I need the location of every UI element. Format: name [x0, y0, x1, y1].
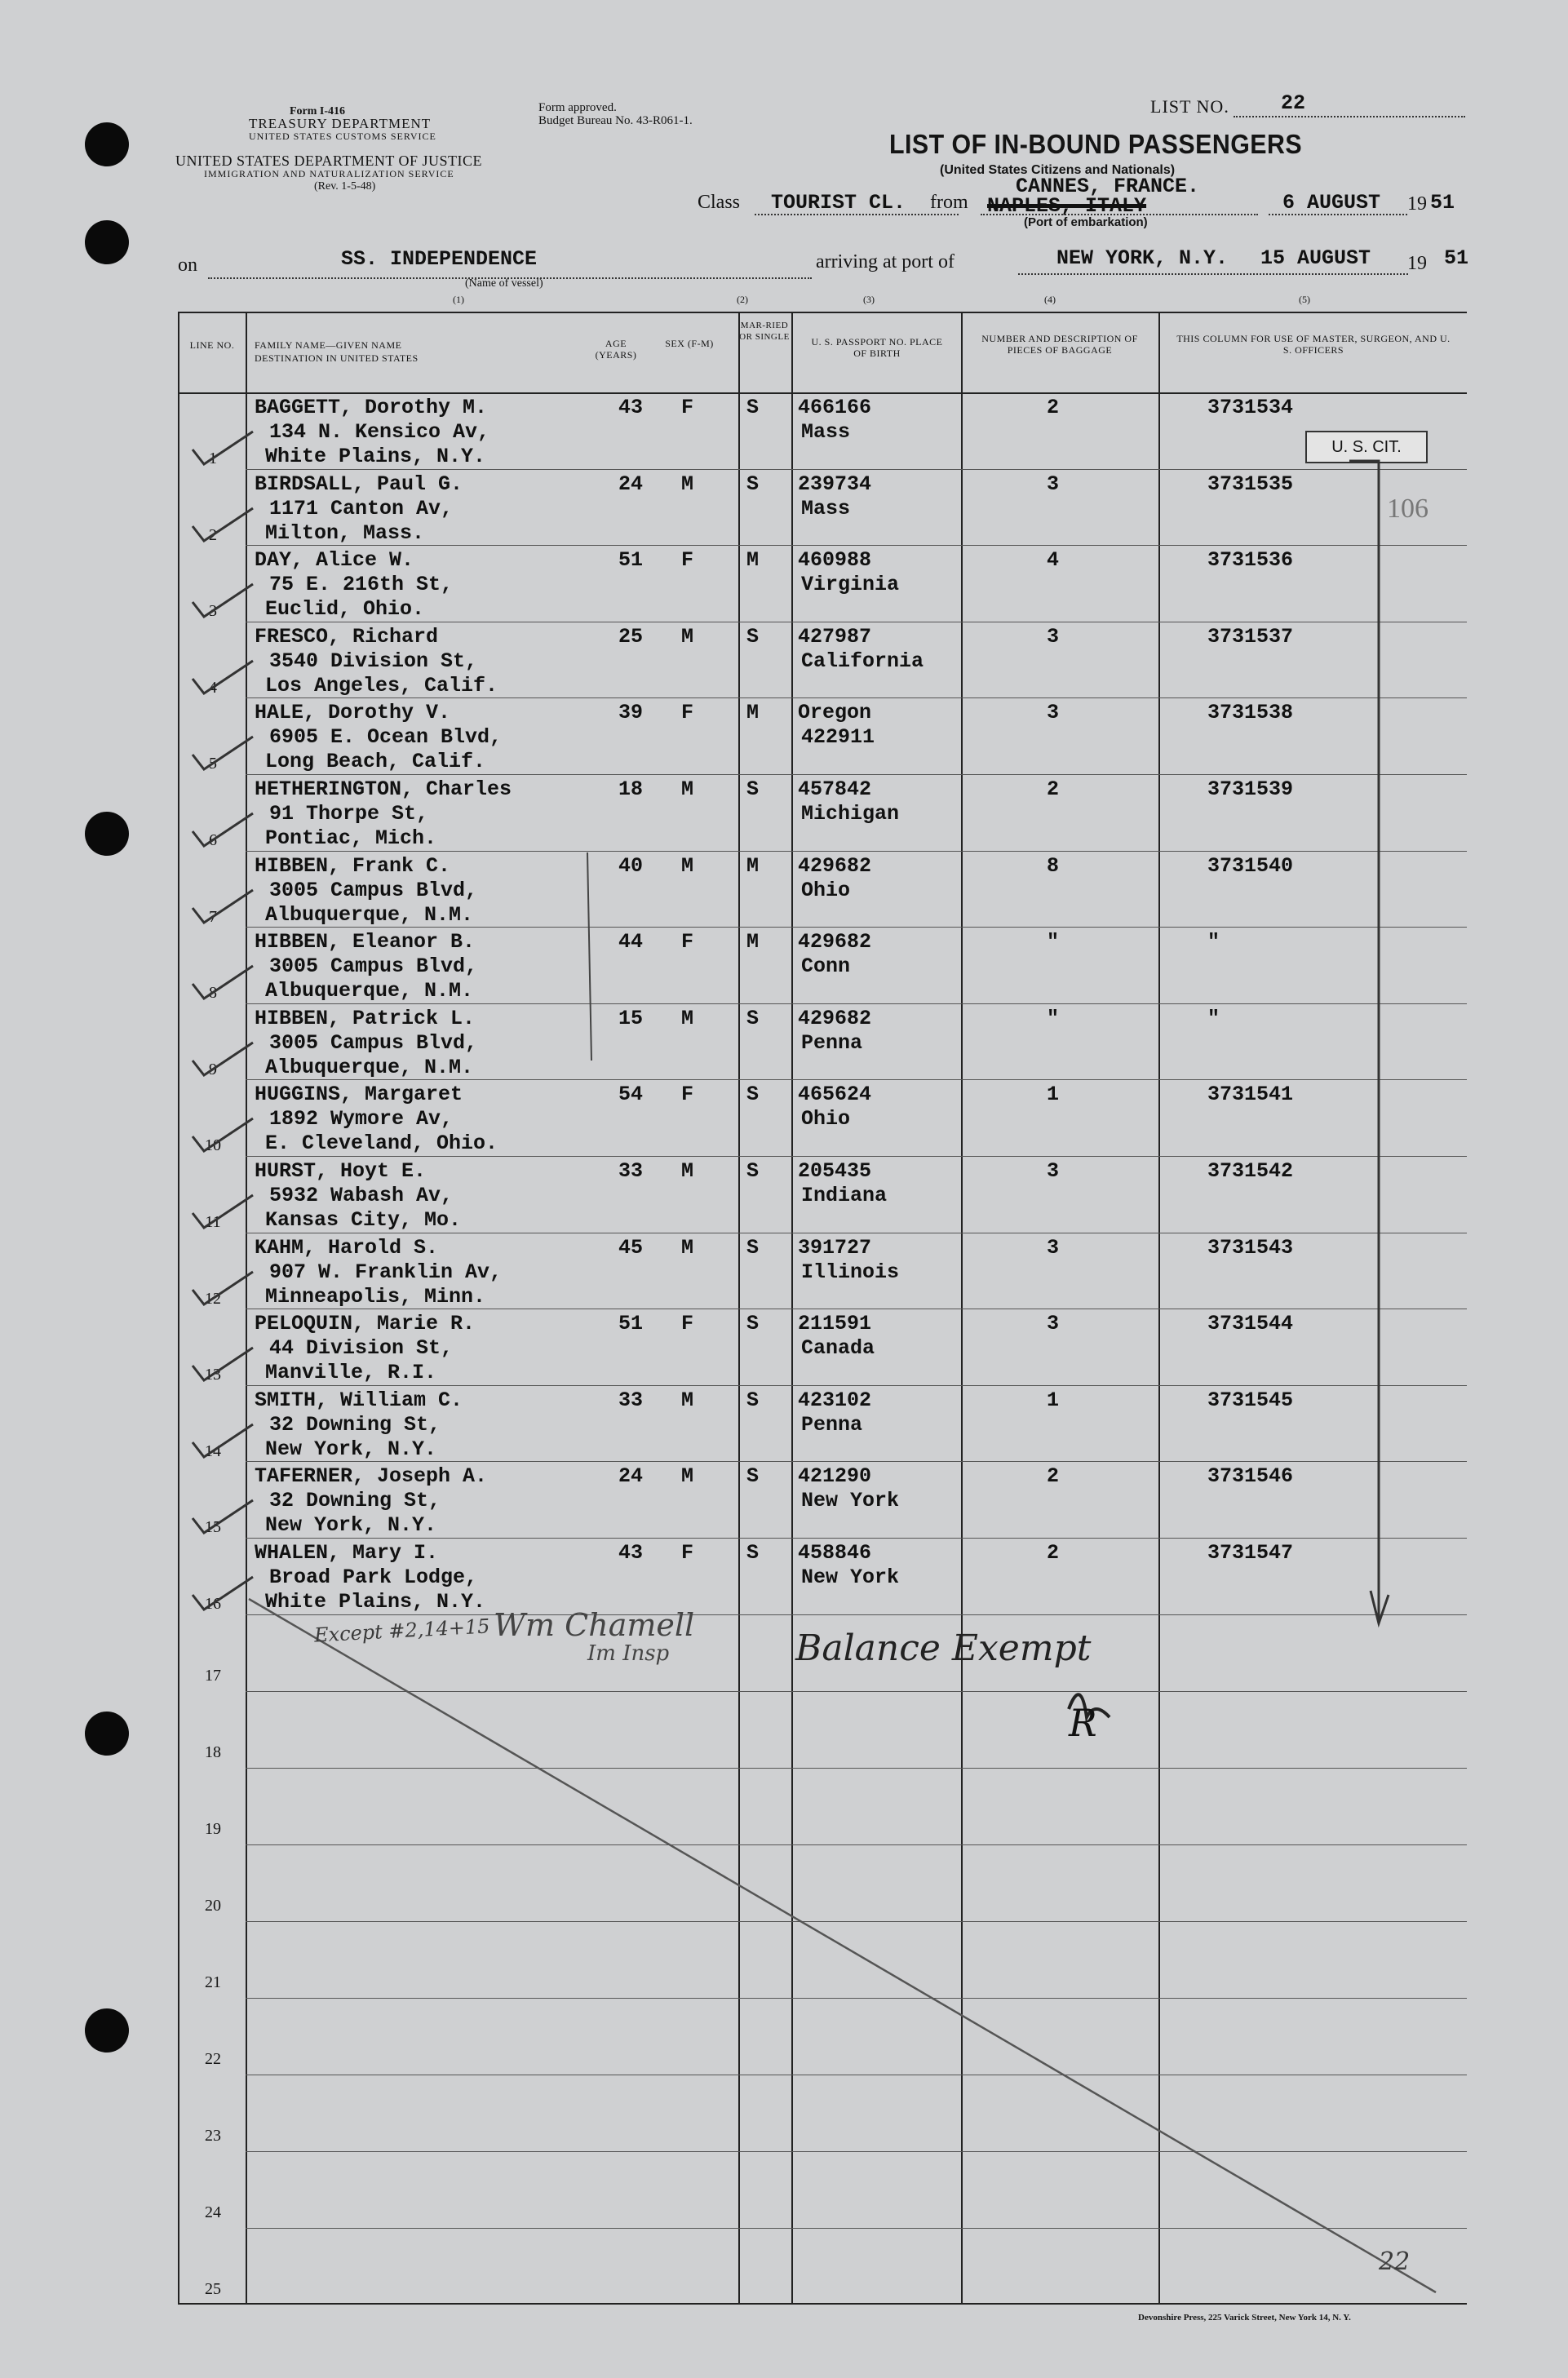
hdr-officer: THIS COLUMN FOR USE OF MASTER, SURGEON, AND U. S. OFFICERS [1176, 333, 1451, 356]
passport-number: 239734 [798, 472, 872, 496]
passenger-address: 32 Downing St, [269, 1489, 441, 1513]
passenger-city: Albuquerque, N.M. [265, 902, 474, 927]
place-of-birth: Canada [801, 1336, 875, 1361]
list-no-label: LIST NO. [1150, 96, 1229, 117]
empty-line-number: 22 [205, 2049, 221, 2068]
passenger-age: 45 [618, 1235, 644, 1260]
place-of-birth: Michigan [801, 802, 900, 826]
passenger-name: DAY, Alice W. [255, 548, 414, 573]
passport-number: 460988 [798, 548, 872, 573]
class-label: Class [698, 192, 741, 213]
empty-line-number: 23 [205, 2126, 221, 2145]
passport-number: 457842 [798, 777, 872, 801]
passenger-marital: S [746, 1083, 760, 1107]
passenger-city: Albuquerque, N.M. [265, 979, 474, 1003]
officer-number: 3731546 [1207, 1464, 1294, 1489]
passenger-name: BAGGETT, Dorothy M. [255, 396, 488, 419]
passenger-age: 24 [618, 1464, 644, 1489]
row-line-number: 2 [209, 525, 217, 544]
place-of-birth: Penna [801, 1030, 863, 1055]
passenger-city: Los Angeles, Calif. [265, 673, 498, 697]
officer-number: 3731543 [1207, 1235, 1294, 1260]
passenger-name: KAHM, Harold S. [255, 1235, 439, 1260]
row-line-number: 9 [209, 1060, 217, 1078]
officer-number: 3731544 [1207, 1312, 1294, 1336]
passenger-city: Pontiac, Mich. [265, 826, 437, 850]
hdr-baggage: NUMBER AND DESCRIPTION OF PIECES OF BAGGAGE [981, 333, 1138, 356]
passenger-address: 75 E. 216th St, [269, 573, 454, 597]
passenger-name: HALE, Dorothy V. [255, 701, 451, 725]
row-line-number: 5 [209, 755, 217, 773]
passenger-marital: S [746, 1006, 760, 1030]
row-line-number: 3 [209, 602, 217, 621]
row-bracket [587, 852, 591, 1061]
baggage-count: 2 [1047, 777, 1060, 801]
passenger-address: 5932 Wabash Av, [269, 1184, 454, 1207]
passenger-age: 51 [618, 1312, 644, 1336]
us-citizen-stamp: U. S. CIT. [1305, 431, 1428, 463]
row-line-number: 4 [209, 678, 217, 697]
passenger-marital: M [746, 853, 760, 878]
passenger-age: 43 [618, 396, 644, 419]
baggage-count: 2 [1047, 1541, 1060, 1565]
hand-inspector-title: Im Insp [587, 1641, 670, 1666]
passenger-name: FRESCO, Richard [255, 624, 439, 649]
passenger-age: 18 [618, 777, 644, 801]
passenger-city: White Plains, N.Y. [265, 445, 486, 468]
passenger-name: BIRDSALL, Paul G. [255, 472, 463, 496]
baggage-count: " [1047, 930, 1060, 954]
passenger-age: 24 [618, 472, 644, 496]
passenger-marital: S [746, 472, 760, 496]
budget-bureau: Budget Bureau No. 43-R061-1. [538, 114, 693, 127]
baggage-count: 3 [1047, 472, 1060, 496]
passenger-city: Long Beach, Calif. [265, 750, 486, 774]
passport-number: Oregon [798, 701, 872, 725]
hand-inspector-name: Wm Chamell [494, 1607, 695, 1643]
passenger-sex: M [681, 472, 694, 496]
passenger-age: 15 [618, 1006, 644, 1030]
hdr-name: FAMILY NAME—GIVEN NAME [255, 339, 402, 351]
passenger-age: 51 [618, 548, 644, 573]
passport-number: 429682 [798, 1006, 872, 1030]
arrival-date: 15 AUGUST [1260, 246, 1371, 270]
passenger-name: WHALEN, Mary I. [255, 1541, 439, 1565]
passenger-marital: M [746, 701, 760, 725]
form-revision: (Rev. 1-5-48) [314, 180, 376, 193]
passenger-address: 3540 Division St, [269, 649, 478, 673]
passport-number: 427987 [798, 624, 872, 649]
justice-dept: UNITED STATES DEPARTMENT OF JUSTICE [175, 153, 483, 169]
place-of-birth: Indiana [801, 1184, 888, 1207]
passenger-marital: M [746, 548, 760, 573]
baggage-count: 3 [1047, 1159, 1060, 1183]
passenger-sex: M [681, 1464, 694, 1489]
passport-number: 465624 [798, 1083, 872, 1107]
row-line-number: 7 [209, 907, 217, 926]
empty-line-number: 17 [205, 1666, 221, 1685]
baggage-count: 3 [1047, 1312, 1060, 1336]
printer-line: Devonshire Press, 225 Varick Street, New York 14, N. Y. [1138, 2313, 1351, 2323]
passenger-city: E. Cleveland, Ohio. [265, 1131, 498, 1156]
hand-page-number: 22 [1379, 2247, 1411, 2276]
embark-year: 51 [1430, 191, 1455, 215]
row-line-number: 15 [205, 1518, 221, 1537]
passenger-sex: F [681, 1083, 694, 1107]
passenger-sex: F [681, 930, 694, 954]
passenger-city: Minneapolis, Minn. [265, 1284, 486, 1309]
passenger-address: 907 W. Franklin Av, [269, 1260, 503, 1284]
passenger-sex: M [681, 1159, 694, 1183]
officer-number: " [1207, 1006, 1220, 1030]
passenger-sex: F [681, 1312, 694, 1336]
place-of-birth: Illinois [801, 1260, 900, 1284]
passenger-name: HURST, Hoyt E. [255, 1159, 427, 1183]
baggage-count: 3 [1047, 701, 1060, 725]
col-num-4: (4) [1044, 294, 1056, 305]
passenger-sex: M [681, 624, 694, 649]
place-of-birth: New York [801, 1565, 900, 1589]
row-line-number: 1 [209, 449, 217, 467]
passenger-marital: S [746, 396, 760, 419]
officer-number: 3731542 [1207, 1159, 1294, 1183]
baggage-count: 4 [1047, 548, 1060, 573]
passenger-address: 3005 Campus Blvd, [269, 1030, 478, 1055]
passenger-sex: F [681, 1541, 694, 1565]
passport-number: 421290 [798, 1464, 872, 1489]
passenger-address: 6905 E. Ocean Blvd, [269, 725, 503, 750]
officer-number: 3731538 [1207, 701, 1294, 725]
passenger-marital: S [746, 624, 760, 649]
arrival-year-prefix: 19 [1407, 253, 1427, 274]
officer-number: 3731534 [1207, 396, 1294, 419]
passport-number: 391727 [798, 1235, 872, 1260]
passenger-marital: S [746, 1312, 760, 1336]
passenger-sex: M [681, 777, 694, 801]
officer-number: 3731545 [1207, 1388, 1294, 1412]
embark-port-value: CANNES, FRANCE. [1016, 175, 1200, 198]
place-of-birth: Penna [801, 1412, 863, 1437]
place-of-birth: Ohio [801, 878, 851, 902]
officer-number: 3731537 [1207, 624, 1294, 649]
arrival-year: 51 [1444, 246, 1469, 270]
passenger-count: 106 [1387, 494, 1428, 524]
arrival-port: NEW YORK, N.Y. [1056, 246, 1229, 270]
passenger-sex: F [681, 396, 694, 419]
passenger-city: New York, N.Y. [265, 1437, 437, 1461]
passenger-address: 1892 Wymore Av, [269, 1107, 454, 1131]
place-of-birth: New York [801, 1489, 900, 1513]
passenger-marital: S [746, 1541, 760, 1565]
passenger-city: Kansas City, Mo. [265, 1208, 462, 1232]
passenger-age: 54 [618, 1083, 644, 1107]
officer-number: 3731541 [1207, 1083, 1294, 1107]
passenger-city: Euclid, Ohio. [265, 597, 425, 622]
col-num-3: (3) [863, 294, 875, 305]
passenger-age: 43 [618, 1541, 644, 1565]
customs-service: UNITED STATES CUSTOMS SERVICE [249, 131, 436, 142]
passenger-name: SMITH, William C. [255, 1388, 463, 1412]
passenger-sex: M [681, 1388, 694, 1412]
page-subtitle: (United States Citizens and Nationals) [940, 163, 1176, 177]
passenger-name: HUGGINS, Margaret [255, 1083, 463, 1107]
passenger-address: 3005 Campus Blvd, [269, 954, 478, 979]
passenger-sex: M [681, 1006, 694, 1030]
row-line-number: 12 [205, 1289, 221, 1308]
passport-number: 429682 [798, 930, 872, 954]
passenger-marital: S [746, 1388, 760, 1412]
embark-year-prefix: 19 [1407, 193, 1427, 215]
empty-line-number: 25 [205, 2280, 221, 2298]
place-of-birth: Virginia [801, 573, 900, 597]
passenger-age: 25 [618, 624, 644, 649]
baggage-count: " [1047, 1006, 1060, 1030]
col-num-1: (1) [453, 294, 464, 305]
passenger-address: Broad Park Lodge, [269, 1565, 478, 1589]
hand-initial: R [1069, 1701, 1097, 1745]
form-number: Form I-416 [290, 105, 346, 117]
empty-line-number: 21 [205, 1973, 221, 1991]
passenger-name: HIBBEN, Frank C. [255, 853, 451, 878]
officer-number: " [1207, 930, 1220, 954]
passenger-age: 33 [618, 1388, 644, 1412]
passenger-marital: M [746, 930, 760, 954]
passport-number: 423102 [798, 1388, 872, 1412]
row-line-number: 8 [209, 984, 217, 1003]
passenger-city: New York, N.Y. [265, 1513, 437, 1538]
place-of-birth: Conn [801, 954, 851, 979]
passenger-age: 33 [618, 1159, 644, 1183]
baggage-count: 1 [1047, 1083, 1060, 1107]
passenger-city: White Plains, N.Y. [265, 1590, 486, 1614]
passenger-address: 32 Downing St, [269, 1412, 441, 1437]
hdr-line-no: LINE NO. [189, 339, 235, 351]
passenger-name: PELOQUIN, Marie R. [255, 1312, 476, 1336]
col-num-5: (5) [1299, 294, 1310, 305]
passport-number: 429682 [798, 853, 872, 878]
baggage-count: 1 [1047, 1388, 1060, 1412]
passenger-sex: M [681, 853, 694, 878]
baggage-count: 8 [1047, 853, 1060, 878]
officer-number: 3731535 [1207, 472, 1294, 496]
passenger-name: HIBBEN, Patrick L. [255, 1006, 476, 1030]
place-of-birth: 422911 [801, 725, 875, 750]
officer-number: 3731547 [1207, 1541, 1294, 1565]
row-line-number: 10 [205, 1136, 221, 1155]
officer-number: 3731540 [1207, 853, 1294, 878]
passenger-address: 1171 Canton Av, [269, 496, 454, 520]
baggage-count: 2 [1047, 1464, 1060, 1489]
place-of-birth: California [801, 649, 924, 673]
port-caption: (Port of embarkation) [1024, 215, 1148, 229]
embark-port-struck: NAPLES, ITALY [987, 194, 1147, 218]
passenger-marital: S [746, 1464, 760, 1489]
officer-number: 3731536 [1207, 548, 1294, 573]
baggage-count: 3 [1047, 624, 1060, 649]
passenger-sex: F [681, 701, 694, 725]
ins-service: IMMIGRATION AND NATURALIZATION SERVICE [204, 168, 454, 179]
list-no-value: 22 [1281, 91, 1306, 115]
class-value: TOURIST CL. [771, 191, 906, 215]
passenger-city: Albuquerque, N.M. [265, 1055, 474, 1079]
passenger-city: Manville, R.I. [265, 1361, 437, 1385]
passport-number: 211591 [798, 1312, 872, 1336]
passenger-name: HIBBEN, Eleanor B. [255, 930, 476, 954]
passenger-name: HETHERINGTON, Charles [255, 777, 512, 801]
passenger-age: 44 [618, 930, 644, 954]
empty-line-number: 18 [205, 1743, 221, 1761]
cancel-diagonal [249, 1599, 1436, 2292]
page-title: LIST OF IN-BOUND PASSENGERS [889, 129, 1303, 159]
on-label: on [178, 255, 197, 276]
place-of-birth: Mass [801, 496, 851, 520]
row-line-number: 11 [205, 1213, 221, 1231]
bracket-line [1349, 461, 1379, 1623]
passenger-address: 3005 Campus Blvd, [269, 878, 478, 902]
row-line-number: 6 [209, 831, 217, 849]
passenger-marital: S [746, 1235, 760, 1260]
form-approved: Form approved. [538, 101, 617, 114]
row-line-number: 16 [205, 1595, 221, 1613]
treasury-dept: TREASURY DEPARTMENT [249, 116, 432, 131]
passenger-name: TAFERNER, Joseph A. [255, 1464, 488, 1489]
hand-except-note: Except #2,14+15 [313, 1614, 491, 1647]
hdr-age: AGE (YEARS) [595, 338, 637, 361]
from-label: from [930, 192, 968, 213]
passenger-marital: S [746, 777, 760, 801]
place-of-birth: Mass [801, 420, 851, 444]
place-of-birth: Ohio [801, 1107, 851, 1131]
hand-balance-exempt: Balance Exempt [795, 1627, 1092, 1669]
hdr-destination: DESTINATION IN UNITED STATES [255, 352, 419, 364]
passenger-address: 134 N. Kensico Av, [269, 420, 490, 444]
vessel-name: SS. INDEPENDENCE [341, 247, 538, 271]
hdr-sex: SEX (F-M) [665, 338, 714, 349]
officer-number: 3731539 [1207, 777, 1294, 801]
hdr-married: MAR-RIED OR SINGLE [739, 321, 790, 342]
passenger-address: 91 Thorpe St, [269, 802, 429, 826]
passenger-marital: S [746, 1159, 760, 1183]
arriving-label: arriving at port of [816, 251, 955, 272]
baggage-count: 3 [1047, 1235, 1060, 1260]
embark-date-day: 6 AUGUST [1282, 191, 1381, 215]
passenger-age: 39 [618, 701, 644, 725]
row-line-number: 14 [205, 1441, 221, 1460]
baggage-count: 2 [1047, 396, 1060, 419]
passport-number: 466166 [798, 396, 872, 419]
vessel-caption: (Name of vessel) [465, 277, 543, 290]
empty-line-number: 19 [205, 1819, 221, 1838]
hdr-passport: U. S. PASSPORT NO. PLACE OF BIRTH [811, 336, 943, 359]
col-num-2: (2) [737, 294, 748, 305]
passenger-age: 40 [618, 853, 644, 878]
passport-number: 205435 [798, 1159, 872, 1183]
empty-line-number: 24 [205, 2203, 221, 2221]
passenger-sex: F [681, 548, 694, 573]
passenger-address: 44 Division St, [269, 1336, 454, 1361]
passport-number: 458846 [798, 1541, 872, 1565]
empty-line-number: 20 [205, 1896, 221, 1915]
row-line-number: 13 [205, 1366, 221, 1384]
passenger-sex: M [681, 1235, 694, 1260]
passenger-city: Milton, Mass. [265, 520, 425, 545]
